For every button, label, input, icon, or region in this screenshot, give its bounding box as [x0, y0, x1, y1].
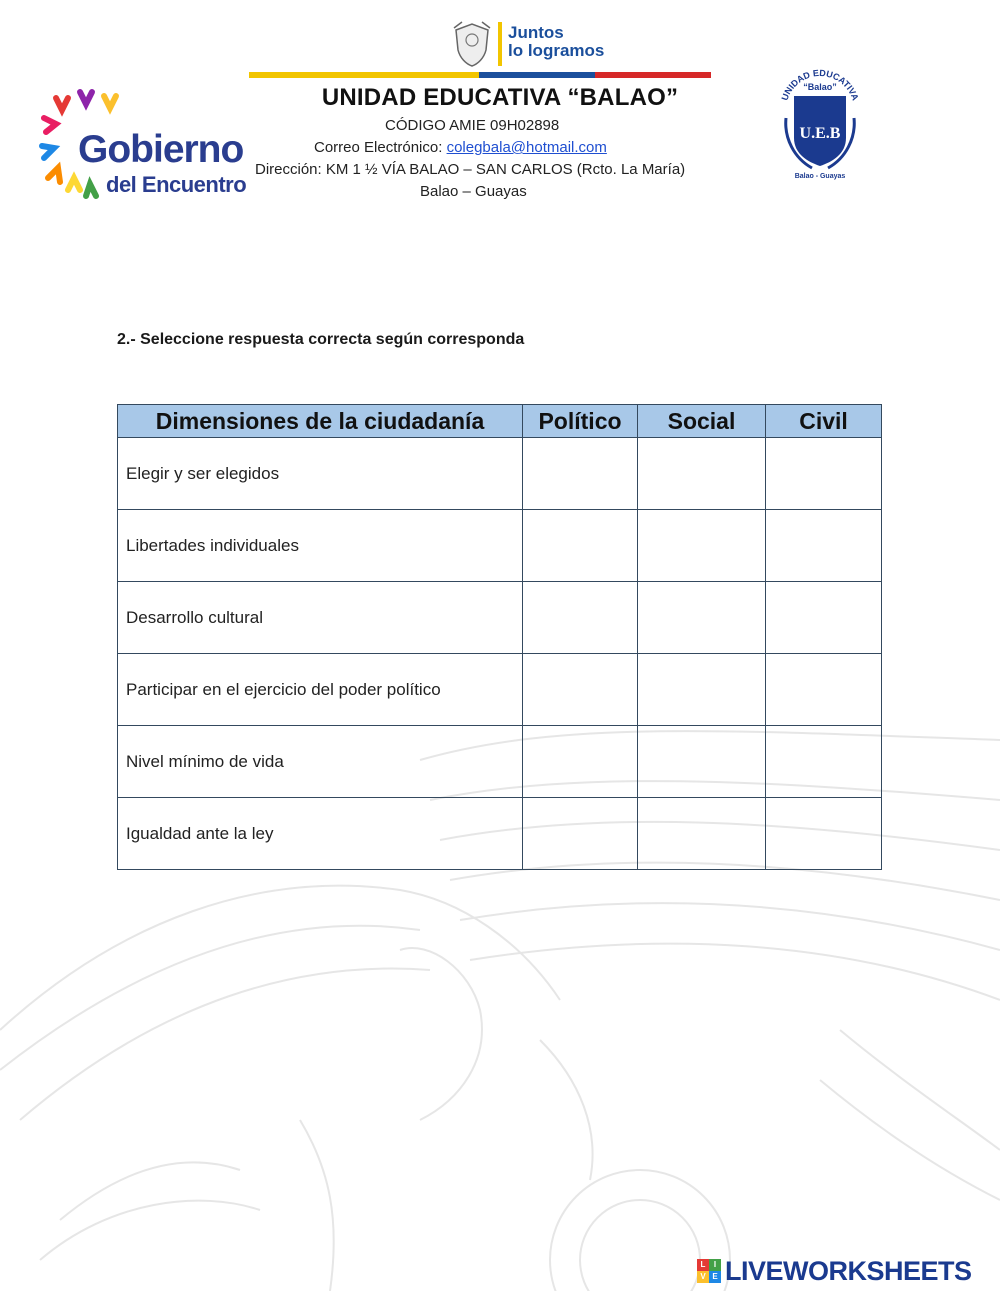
row-label: Participar en el ejercicio del poder político: [118, 654, 523, 726]
school-city: Balao – Guayas: [420, 183, 527, 200]
lw-letter-v: V: [697, 1271, 709, 1283]
tricolor-yellow: [249, 72, 479, 78]
amie-code: CÓDIGO AMIE 09H02898: [385, 117, 560, 134]
answer-cell-politico[interactable]: [523, 798, 638, 870]
table-row: [118, 510, 882, 582]
header-civil: Civil: [766, 405, 882, 438]
answer-cell-social[interactable]: [638, 654, 766, 726]
row-label: Libertades individuales: [118, 510, 523, 582]
crest-name-text: “Balao”: [803, 82, 837, 92]
gobierno-title: Gobierno: [78, 128, 244, 171]
email-label: Correo Electrónico:: [314, 139, 447, 156]
table-header-row: [118, 405, 882, 438]
answer-cell-civil[interactable]: [766, 654, 882, 726]
answer-cell-civil[interactable]: [766, 798, 882, 870]
header-dimensions: Dimensiones de la ciudadanía: [118, 405, 523, 438]
table-row: [118, 582, 882, 654]
answer-cell-civil[interactable]: [766, 510, 882, 582]
row-label: Nivel mínimo de vida: [118, 726, 523, 798]
answer-cell-politico[interactable]: [523, 726, 638, 798]
crest-top-text: UNIDAD EDUCATIVA: [779, 67, 861, 102]
answer-cell-social[interactable]: [638, 438, 766, 510]
email-link[interactable]: colegbala@hotmail.com: [446, 139, 607, 156]
row-label: Desarrollo cultural: [118, 582, 523, 654]
answer-cell-social[interactable]: [638, 798, 766, 870]
answer-cell-politico[interactable]: [523, 582, 638, 654]
header-politico: Político: [523, 405, 638, 438]
liveworksheets-logo[interactable]: [697, 1256, 972, 1286]
lw-letter-e: E: [709, 1271, 721, 1283]
ecuador-coat-of-arms-icon: [450, 20, 494, 68]
table-row: [118, 798, 882, 870]
tricolor-blue: [479, 72, 595, 78]
juntos-lo-logramos-logo: [450, 18, 620, 72]
answer-cell-civil[interactable]: [766, 726, 882, 798]
school-name: UNIDAD EDUCATIVA “BALAO”: [321, 84, 679, 111]
tricolor-divider: [249, 72, 711, 78]
citizenship-dimensions-table: [117, 404, 882, 870]
row-label: Elegir y ser elegidos: [118, 438, 523, 510]
tricolor-red: [595, 72, 711, 78]
answer-cell-politico[interactable]: [523, 654, 638, 726]
crest-bottom-text: Balao - Guayas: [794, 173, 846, 180]
lw-letter-i: I: [709, 1259, 721, 1271]
liveworksheets-text: LIVEWORKSHEETS: [725, 1255, 972, 1286]
crest-initials: U.E.B: [799, 125, 841, 142]
answer-cell-politico[interactable]: [523, 438, 638, 510]
gobierno-subtitle: del Encuentro: [106, 172, 247, 197]
answer-cell-social[interactable]: [638, 726, 766, 798]
answer-cell-politico[interactable]: [523, 510, 638, 582]
answer-cell-social[interactable]: [638, 510, 766, 582]
answer-cell-civil[interactable]: [766, 438, 882, 510]
gobierno-del-encuentro-logo: [38, 86, 268, 201]
row-label: Igualdad ante la ley: [118, 798, 523, 870]
table-row: [118, 438, 882, 510]
header-social: Social: [638, 405, 766, 438]
exercise-instruction: 2.- Seleccione respuesta correcta según corresponda: [117, 331, 525, 348]
email-line: [314, 139, 607, 156]
school-address: Dirección: KM 1 ½ VÍA BALAO – SAN CARLOS (Rcto. La María): [255, 161, 686, 178]
lw-letter-l: L: [697, 1259, 709, 1271]
answer-cell-social[interactable]: [638, 582, 766, 654]
school-crest-logo: [776, 58, 864, 182]
table-row: [118, 726, 882, 798]
juntos-line-1: Juntos: [508, 23, 564, 42]
answer-cell-civil[interactable]: [766, 582, 882, 654]
table-row: [118, 654, 882, 726]
juntos-line-2: lo logramos: [508, 41, 605, 60]
liveworksheets-icon: [697, 1259, 721, 1283]
